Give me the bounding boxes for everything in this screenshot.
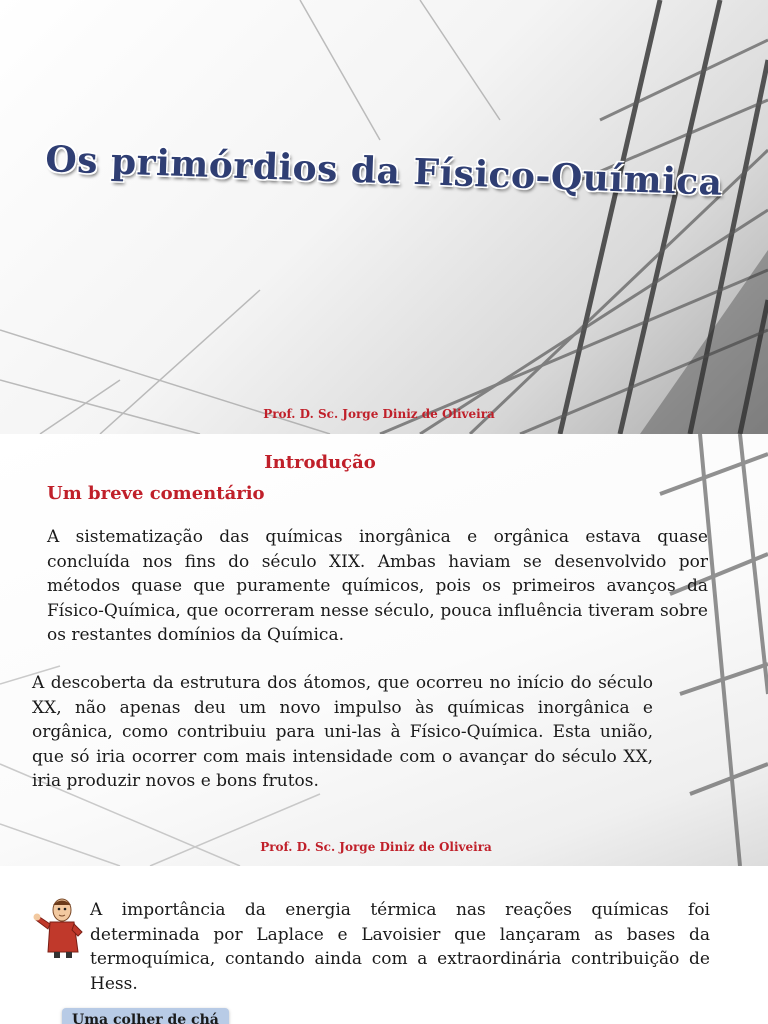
introduction-slide <box>0 434 768 866</box>
paragraph-sistematizacao: A sistematização das químicas inorgânica e orgânica estava quase concluída nos fins do século XIX. Ambas haviam se desenvolvido por métodos quase que puramente químicos, pois os primeiros avanços da Físico-Química, que ocorreram nesse século, pouca influência tiveram sobre os restantes domínios da Química. <box>47 527 708 645</box>
thinking-man-icon <box>32 896 84 958</box>
paragraph-descoberta: A descoberta da estrutura dos átomos, que ocorreu no início do século XX, não apenas deu um novo impulso às químicas inorgânica e orgânica, como contribuiu para uni-las à Físico-Química. Esta união, que só iria ocorrer com mais intensidade com o avançar do século XX, iria produzir novos e bons frutos. <box>32 673 653 791</box>
section-title: Introdução <box>264 452 376 473</box>
author-credit: Prof. D. Sc. Jorge Diniz de Oliveira <box>260 840 492 854</box>
slide-title: Os primórdios da Físico-Química <box>44 138 724 204</box>
tea-spoon-label: Uma colher de chá <box>62 1008 229 1024</box>
author-credit: Prof. D. Sc. Jorge Diniz de Oliveira <box>263 407 495 421</box>
building-glass-background <box>0 0 768 434</box>
thermochemistry-slide <box>0 866 768 1024</box>
paragraph-energia-termica: A importância da energia térmica nas reações químicas foi determinada por Laplace e Lavoisier que lançaram as bases da termoquímica, contando ainda com a extraordinária contribuição de Hess. <box>90 900 710 994</box>
title-slide <box>0 0 768 434</box>
section-subtitle: Um breve comentário <box>47 483 265 504</box>
